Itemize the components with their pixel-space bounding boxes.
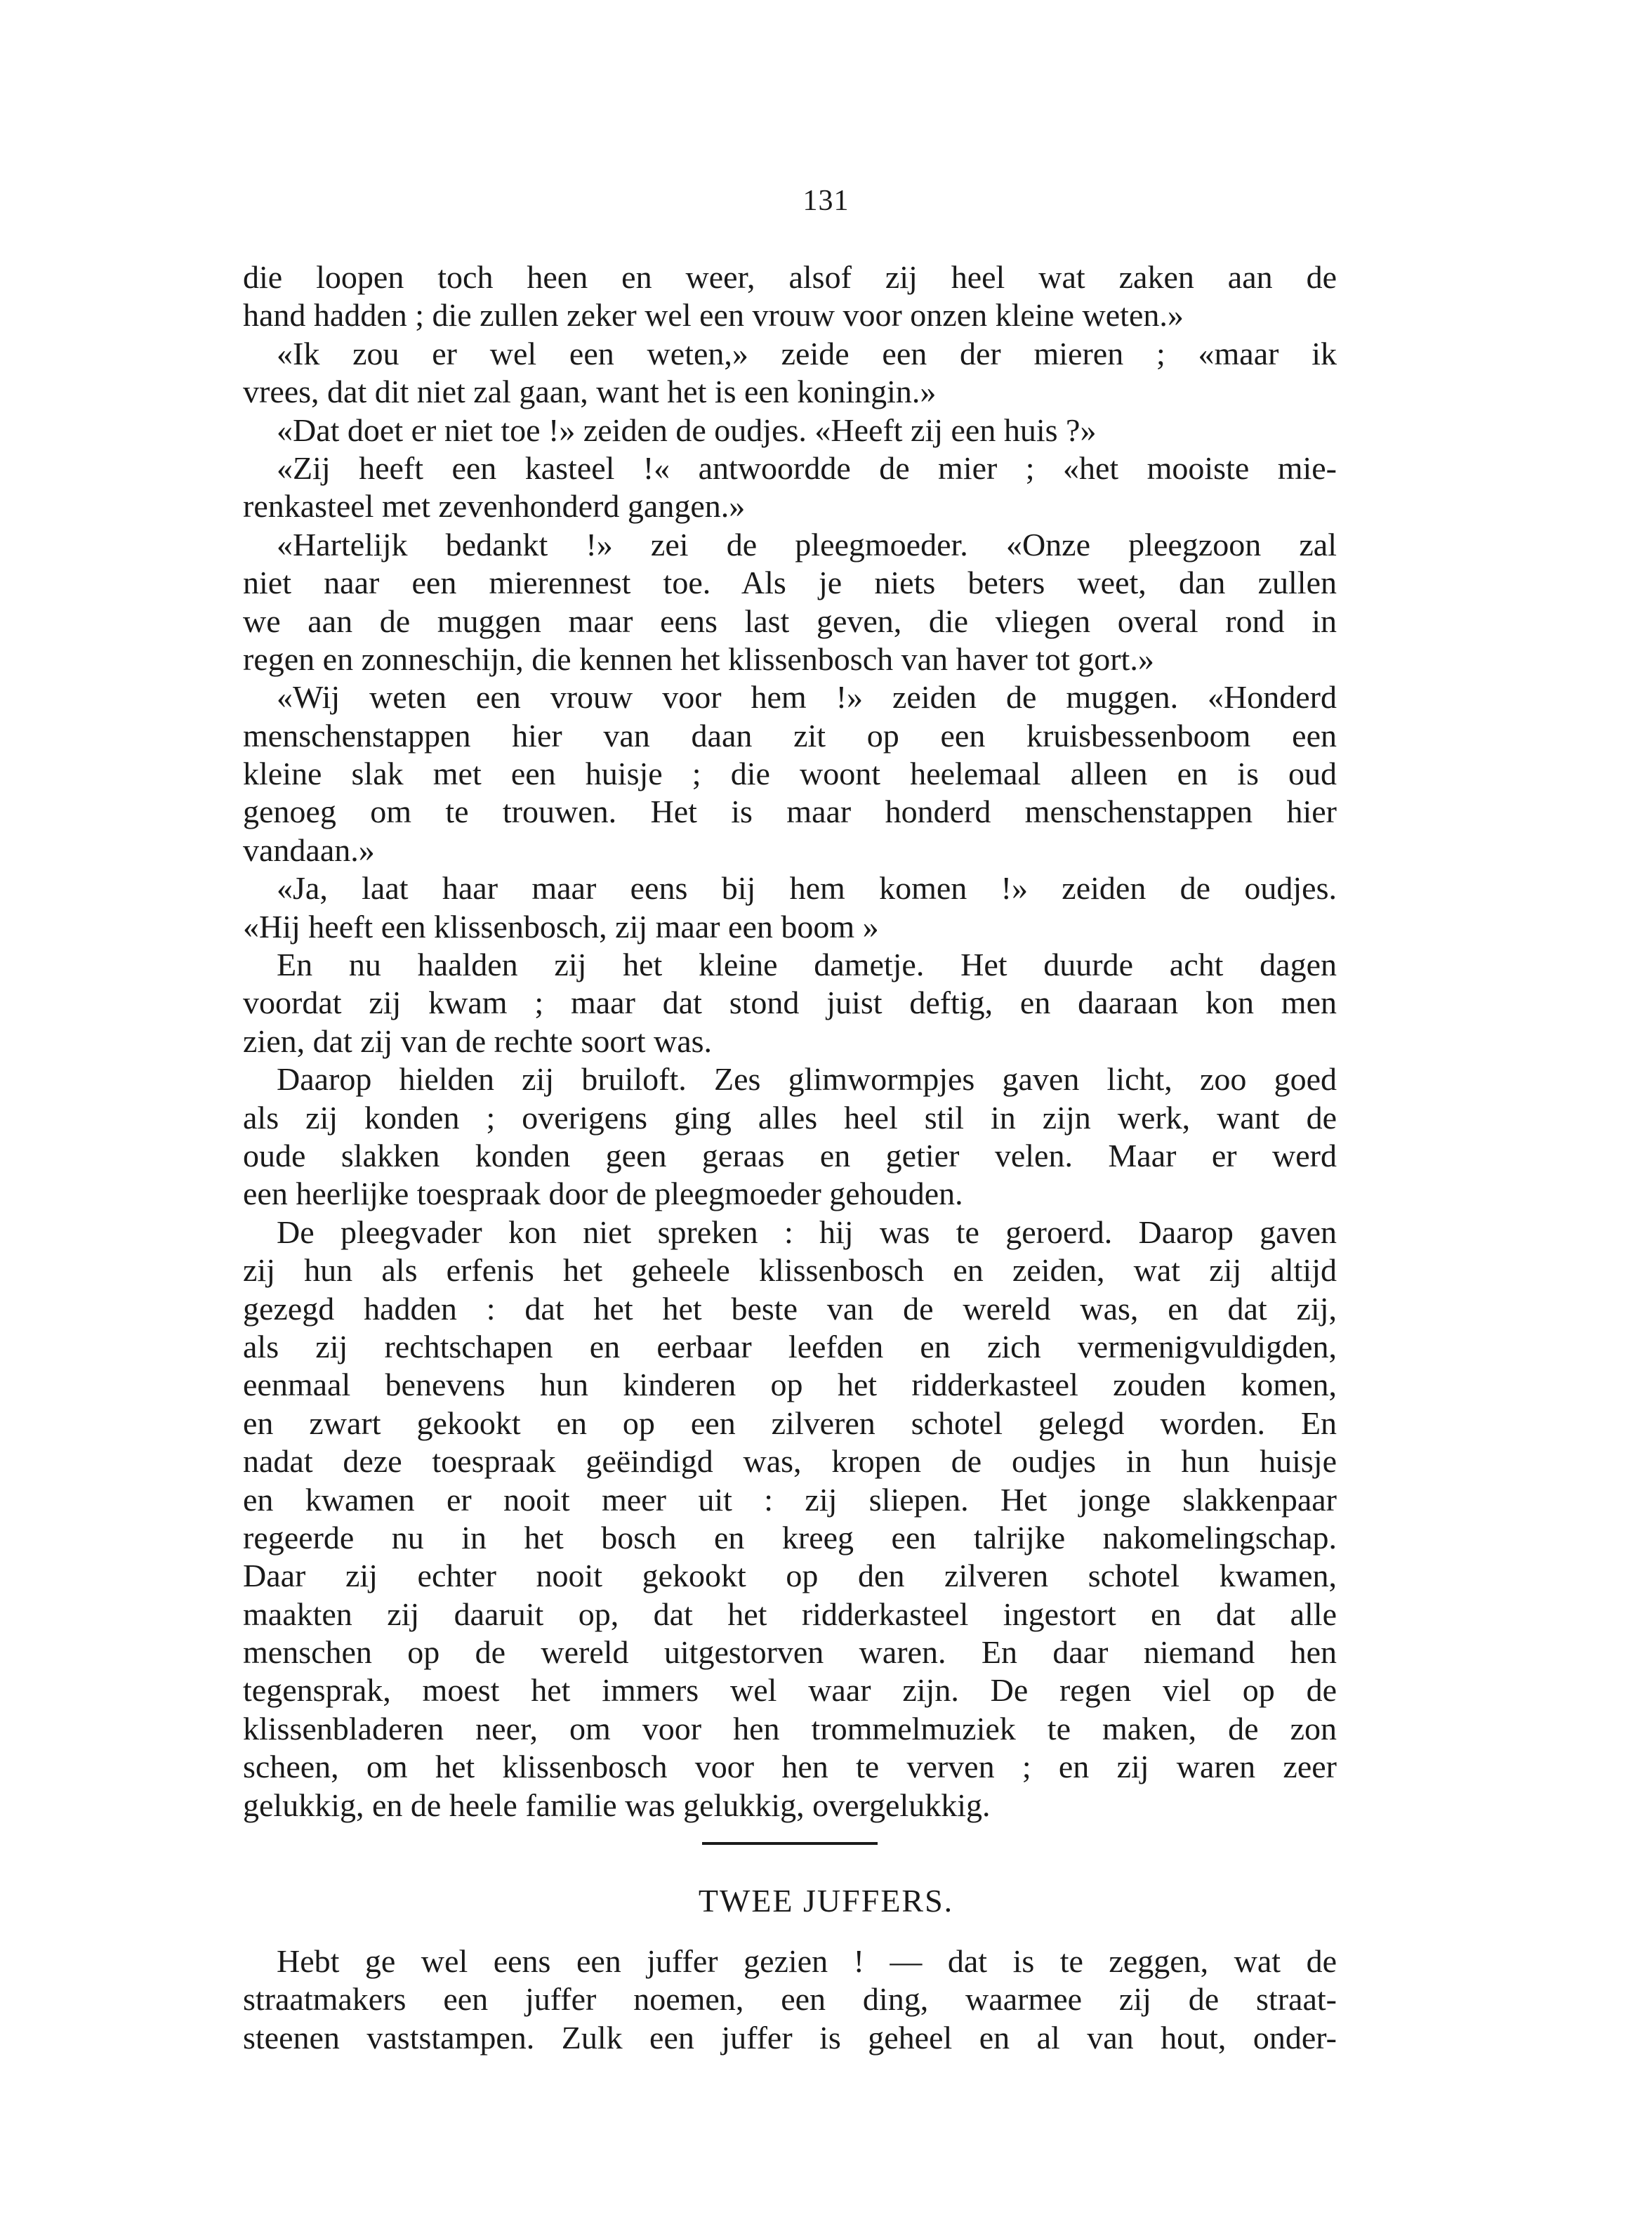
text-line: zien, dat zij van de rechte soort was. — [243, 1023, 713, 1059]
text-line: zij hun als erfenis het geheele klissenbosch en zeiden, wat zij altijd — [243, 1252, 1337, 1289]
text-line: tegensprak, moest het immers wel waar zijn. De regen viel op de — [243, 1672, 1337, 1709]
text-line: steenen vaststampen. Zulk een juffer is geheel en al van hout, onder- — [243, 2019, 1337, 2056]
text-line: menschen op de wereld uitgestorven waren. En daar niemand hen — [243, 1634, 1337, 1671]
text-line: hand hadden ; die zullen zeker wel een vrouw voor onzen kleine weten.» — [243, 297, 1184, 334]
text-line: menschenstappen hier van daan zit op een kruisbessenboom een — [243, 717, 1337, 754]
text-line: «Wij weten een vrouw voor hem !» zeiden de muggen. «Honderd — [277, 679, 1337, 716]
text-line: regeerde nu in het bosch en kreeg een talrijke nakomelingschap. — [243, 1519, 1337, 1556]
text-line: Daar zij echter nooit gekookt op den zilveren schotel kwamen, — [243, 1558, 1337, 1594]
text-line: «Dat doet er niet toe !» zeiden de oudjes. «Heeft zij een huis ?» — [277, 412, 1097, 448]
text-line: De pleegvader kon niet spreken : hij was te geroerd. Daarop gaven — [277, 1214, 1337, 1250]
text-line: gezegd hadden : dat het het beste van de wereld was, en dat zij, — [243, 1290, 1337, 1327]
page-number: 131 — [802, 185, 850, 217]
text-line: «Hartelijk bedankt !» zei de pleegmoeder. «Onze pleegzoon zal — [277, 526, 1337, 563]
text-line: klissenbladeren neer, om voor hen trommelmuziek te maken, de zon — [243, 1710, 1337, 1747]
text-line: en kwamen er nooit meer uit : zij sliepen. Het jonge slakkenpaar — [243, 1481, 1337, 1518]
text-line: als zij konden ; overigens ging alles heel stil in zijn werk, want de — [243, 1099, 1337, 1136]
text-line: «Zij heeft een kasteel !« antwoordde de mier ; «het mooiste mie- — [277, 449, 1337, 486]
section-divider — [702, 1842, 878, 1845]
text-line: als zij rechtschapen en eerbaar leefden en zich vermenigvuldigden, — [243, 1328, 1337, 1365]
text-line: En nu haalden zij het kleine dametje. Het duurde acht dagen — [277, 947, 1337, 983]
text-line: genoeg om te trouwen. Het is maar honderd menschenstappen hier — [243, 794, 1337, 830]
next-text — [243, 1942, 1337, 2057]
text-line: Daarop hielden zij bruiloft. Zes glimwormpjes gaven licht, zoo goed — [277, 1061, 1337, 1098]
text-line: scheen, om het klissenbosch voor hen te verven ; en zij waren zeer — [243, 1749, 1337, 1785]
text-line: renkasteel met zevenhonderd gangen.» — [243, 488, 746, 525]
main-text — [243, 258, 1337, 1824]
text-line: oude slakken konden geen geraas en getier velen. Maar er werd — [243, 1137, 1337, 1173]
text-line: straatmakers een juffer noemen, een ding, waarmee zij de straat- — [243, 1981, 1337, 2018]
text-line: en zwart gekookt en op een zilveren schotel gelegd worden. En — [243, 1405, 1337, 1441]
text-line: Hebt ge wel eens een juffer gezien ! — dat is te zeggen, wat de — [277, 1943, 1337, 1979]
text-line: een heerlijke toespraak door de pleegmoeder gehouden. — [243, 1176, 963, 1212]
text-line: eenmaal benevens hun kinderen op het ridderkasteel zouden komen, — [243, 1367, 1337, 1403]
text-line: die loopen toch heen en weer, alsof zij heel wat zaken aan de — [243, 259, 1337, 295]
text-line: we aan de muggen maar eens last geven, die vliegen overal rond in — [243, 603, 1337, 639]
text-line: voordat zij kwam ; maar dat stond juist deftig, en daaraan kon men — [243, 985, 1337, 1021]
text-line: vandaan.» — [243, 831, 375, 868]
text-line: «Hij heeft een klissenbosch, zij maar een boom » — [243, 908, 879, 945]
text-line: regen en zonneschijn, die kennen het klissenbosch van haver tot gort.» — [243, 640, 1154, 677]
text-line: nadat deze toespraak geëindigd was, kropen de oudjes in hun huisje — [243, 1443, 1337, 1480]
text-line: «Ja, laat haar maar eens bij hem komen !» zeiden de oudjes. — [277, 870, 1337, 907]
section-title: TWEE JUFFERS. — [698, 1883, 954, 1919]
text-line: kleine slak met een huisje ; die woont heelemaal alleen en is oud — [243, 756, 1337, 792]
text-line: niet naar een mierennest toe. Als je niets beters weet, dan zullen — [243, 565, 1337, 601]
text-line: «Ik zou er wel een weten,» zeide een der mieren ; «maar ik — [277, 335, 1337, 372]
text-line: maakten zij daaruit op, dat het ridderkasteel ingestort en dat alle — [243, 1596, 1337, 1632]
text-line: gelukkig, en de heele familie was gelukkig, overgelukkig. — [243, 1787, 991, 1823]
text-line: vrees, dat dit niet zal gaan, want het is een koningin.» — [243, 374, 937, 410]
